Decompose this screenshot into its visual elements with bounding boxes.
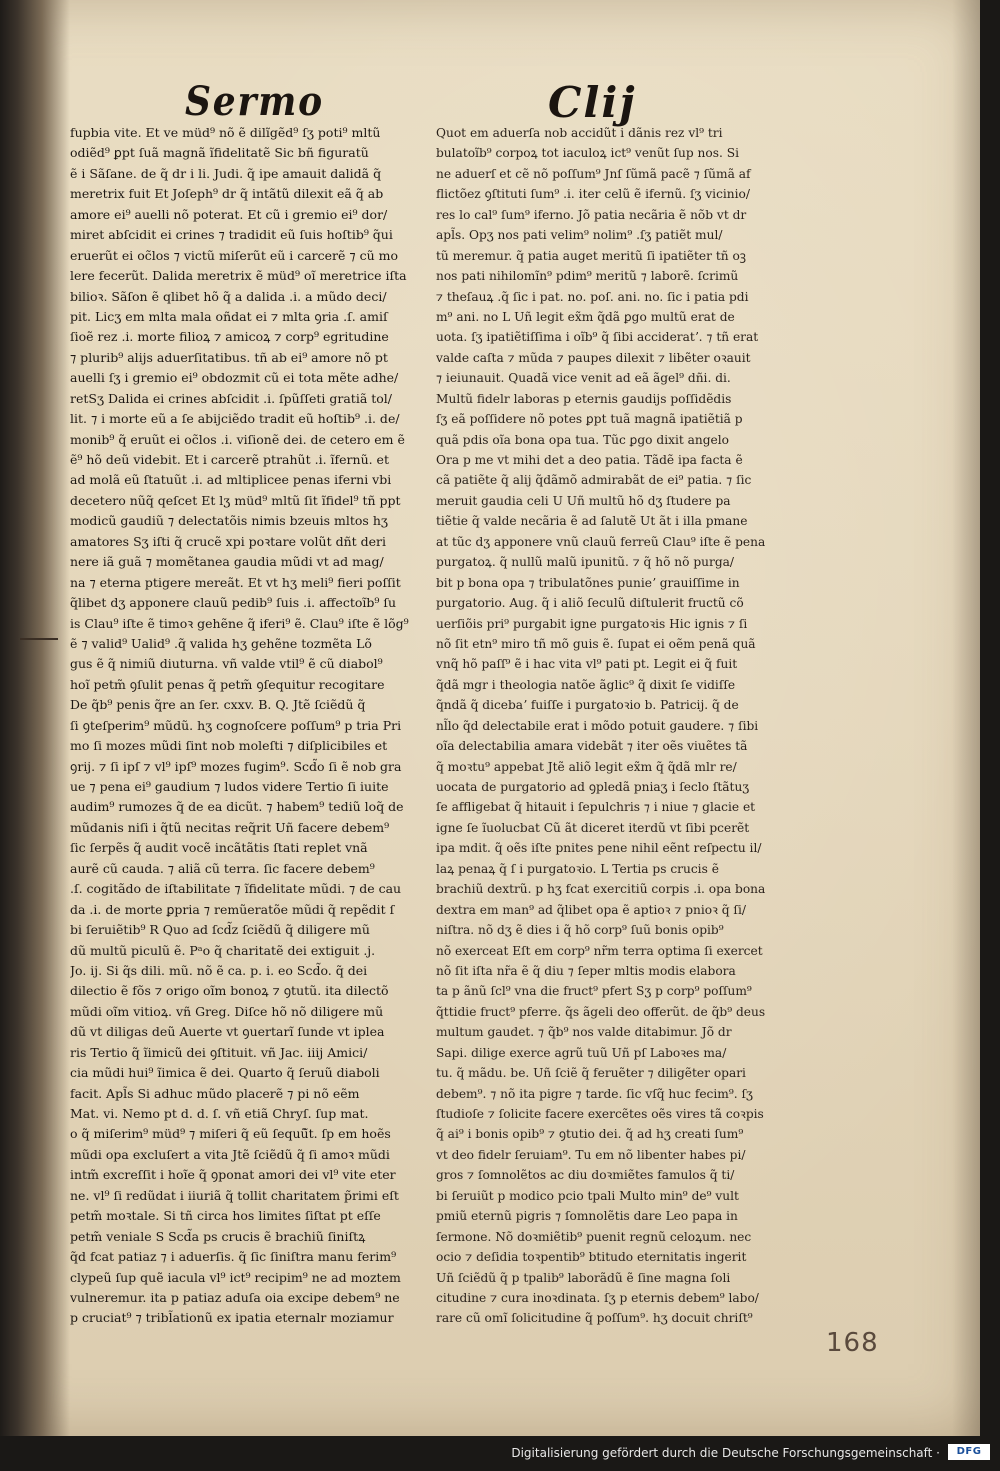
text-line: o q̃ miſerim⁹ müd⁹ ⁊ miſeri q̃ eũ ſequũ̃t. ſp em hoẽs [70, 1126, 391, 1142]
text-line: ẽ ⁊ valid⁹ Ualid⁹ .q̃ valida hʒ gehẽne tozmẽta Lõ [70, 635, 372, 651]
text-line: uerſiõis pri⁹ purgabit igne purgatoꝛis Hic ignis ⁊ ſi [436, 616, 748, 631]
text-line: rare cũ omĩ ſolicitudine q̃ poſſum⁹. hʒ docuit chriſt⁹ [436, 1311, 753, 1326]
text-line: fupbia vite. Et ve müd⁹ nõ ẽ dilĩgẽd⁹ ſʒ poti⁹ mltũ [70, 125, 381, 140]
text-line: at tũc dʒ apponere vnũ clauũ ferreũ Clau⁹ iſte ẽ pena [436, 534, 766, 549]
text-line: citudine ⁊ cura inoꝛdinata. ſʒ p eternis debem⁹ labo/ [436, 1290, 759, 1305]
text-line: nere iã guã ⁊ momẽtanea gaudia mũdi vt ad mag/ [70, 554, 384, 570]
text-line: q̃ moꝛtu⁹ appebat Jtẽ aliõ legit ex̃m q̃ q̃dã mlr re/ [436, 759, 737, 774]
text-line: bi ſeruiũt p modico pcio tpali Multo min⁹ de⁹ vult [436, 1188, 739, 1203]
text-line: tiẽtie q̃ valde necãria ẽ ad ſalutẽ Ut ãt i illa pmane [436, 514, 748, 529]
text-line: dextra em man⁹ ad q̃libet opa ẽ aptioꝛ ⁊ pnioꝛ q̃ ſi/ [436, 902, 746, 917]
text-line: oĩa delectabilia amara videbãt ⁊ iter oẽs viuẽtes tã [436, 739, 748, 754]
text-line: miret abſcidit ei crines ⁊ tradidit eũ ſuis hoſtib⁹ q̃ui [70, 227, 393, 243]
text-line: gus ẽ q̃ nimiũ diuturna. vñ valde vtil⁹ ẽ cũ diabol⁹ [70, 656, 383, 672]
text-line: audim⁹ rumozes q̃ de ea dicũt. ⁊ habem⁹ tediũ loq̃ de [70, 799, 404, 815]
text-line: Sapi. dilige exerce agrũ tuũ Uñ pſ Laboꝛes ma/ [436, 1045, 727, 1060]
text-line: mo ſi mozes mũdi ſint nob moleſti ⁊ diſplicibiles et [70, 738, 388, 754]
text-line: uota. ſʒ ipatiẽtiſſima i oĩb⁹ q̃ ſibi accideratʼ. ⁊ tñ erat [436, 330, 759, 345]
text-line: nl̃lo q̃d delectabile erat i mõdo potuit gaudere. ⁊ ſibi [436, 718, 759, 733]
text-line: meretrix fuit Et Joſeph⁹ dr q̃ intãtũ dilexit eã q̃ ab [70, 186, 384, 202]
text-line: q̃dã mgr i theologia natõe ãglic⁹ q̃ dixit ſe vidiſſe [436, 677, 736, 692]
text-line: is Clau⁹ iſte ẽ timoꝛ gehẽne q̃ iferi⁹ ẽ. Clau⁹ iſte ẽ lõg⁹ [70, 615, 409, 631]
text-line: cia mũdi hui⁹ ĩimica ẽ dei. Quarto q̃ ſeruũ diaboli [70, 1065, 380, 1081]
text-line: tu. q̃ mãdu. be. Uñ ſciẽ q̃ feruẽter ⁊ diligẽter opari [436, 1066, 746, 1081]
text-line: intm̃ excreſſit i hoĩe q̃ ꝯponat amori dei vl⁹ vite eter [70, 1167, 396, 1183]
text-line: decetero nũq̃ qeſcet Et lʒ müd⁹ mltũ ſit ĩfidel⁹ tñ ppt [70, 492, 401, 508]
text-line: vnq̃ hõ paſſ⁹ ẽ i hac vita vl⁹ pati pt. Legit ei q̃ fuit [436, 657, 738, 672]
text-line: vulneremur. ita p patiaz aduſa oia excipe debem⁹ ne [70, 1289, 400, 1305]
text-line: bi ſeruiẽtib⁹ R Quo ad ſcd̃z ſciẽdũ q̃ diligere mũ [70, 922, 370, 938]
text-line: ꝯrij. ⁊ ſi ipſ ⁊ vl⁹ ipſ⁹ mozes fugim⁹. Scd̃o ſi ẽ nob gra [70, 758, 402, 774]
text-line: ſioẽ rez .i. morte filioꝝ ⁊ amicoꝝ ⁊ corp⁹ egritudine [70, 329, 389, 345]
text-line: quã pdis oĩa bona opa tua. Tũc ꝑgo dixit angelo [436, 432, 729, 447]
text-line: q̃ ai⁹ i bonis opib⁹ ⁊ ꝯtutio dei. q̃ ad hʒ creati ſum⁹ [436, 1127, 744, 1142]
text-column-right [436, 123, 770, 1329]
text-line: mũdanis niſi i q̃tũ necitas req̃rit Uñ facere debem⁹ [70, 819, 390, 835]
text-line: ipa mdit. q̃ oẽs iſte pnites pene nihil eẽnt reſpectu il/ [436, 841, 762, 856]
text-line: ⁊ ieiunauit. Quadã vice venit ad eã ãgel⁹ dñi. di. [436, 371, 731, 386]
text-line: retSʒ Dalida ei crines abſcidit .i. ſpũſſeti gratiã tol/ [70, 390, 393, 406]
text-line: q̃d fcat patiaz ⁊ i aduerſis. q̃ ſic ſiniſtra manu ferim⁹ [70, 1249, 397, 1265]
text-line: ne. vl⁹ ſi redũdat i iiuriã q̃ tollit charitatem p̃rimi eſt [70, 1187, 399, 1203]
text-line: ſermone. Nõ doꝛmiẽtib⁹ puenit regnũ celoꝝum. nec [436, 1229, 752, 1244]
text-line: p cruciat⁹ ⁊ tribl̃ationũ ex ipatia eternalr moziamur [70, 1310, 394, 1326]
text-line: ẽ⁹ hõ deũ videbit. Et i carcerẽ ptrahũt .i. ĩfernũ. et [70, 452, 389, 467]
text-line: mũdi opa excluſert a vita Jtẽ ſciẽdũ q̃ ſi amoꝛ mũdi [70, 1146, 390, 1162]
text-line: bulatoĩb⁹ corpoꝝ tot iaculoꝝ ict⁹ venũt ſup nos. Si [436, 146, 739, 161]
text-line: gros ⁊ ſomnolẽtos ac diu doꝛmiẽtes famulos q̃ ti/ [436, 1168, 735, 1183]
text-line: ne aduerſ et cẽ nõ poſſum⁹ Jnſ ſũmã pacẽ ⁊ ſũmã af [436, 166, 751, 181]
text-line: lit. ⁊ i morte eũ a ſe abijciẽdo tradit eũ hoſtib⁹ .i. de/ [70, 411, 400, 427]
text-line: lere fecerũt. Dalida meretrix ẽ müd⁹ oĩ meretrice iſta [70, 268, 407, 284]
text-line: Quot em aduerſa nob accidũt i dãnis rez vl⁹ tri [436, 126, 723, 140]
text-line: tũ meremur. q̃ patia auget meritũ ſi ipatiẽter tñ oꝫ [436, 248, 747, 263]
dfg-logo: DFG [948, 1444, 990, 1460]
text-line: multum gaudet. ⁊ q̃b⁹ nos valde ditabimur. Jõ dr [436, 1025, 732, 1040]
page-edge-shadow [952, 0, 980, 1436]
text-line: q̃ttidie fruct⁹ pferre. q̃s ãgeli deo offerũt. de q̃b⁹ deus [436, 1004, 766, 1019]
text-line: Mat. vi. Nemo pt d. d. ſ. vñ etiã Chryſ. ſup mat. [70, 1106, 369, 1121]
text-line: De q̃b⁹ penis q̃re an ſer. cxxv. B. Q. Jtẽ ſciẽdũ q̃ [70, 697, 366, 713]
text-line: ⁊ theſauꝝ .q̃ ſic i pat. no. poſ. ani. no. ſic i patia pdi [436, 289, 749, 304]
text-line: na ⁊ eterna ptigere mereãt. Et vt hʒ meli⁹ fieri poſſit [70, 574, 401, 590]
text-line: ſi ꝯteſperim⁹ mũdũ. hʒ cognoſcere poſſum⁹ p tria Pri [70, 717, 402, 733]
text-line: Uñ ſciẽdũ q̃ p tpalib⁹ laborãdũ ẽ ſine magna ſoli [436, 1270, 731, 1285]
text-line: q̃libet dʒ apponere clauũ pedib⁹ ſuis .i. affectoĩb⁹ ſu [70, 595, 397, 611]
text-line: q̃ndã q̃ dicebaʼ fuiſſe i purgatoꝛio b. Patricij. q̃ de [436, 698, 739, 713]
text-line: dũ multũ piculũ ẽ. Pᵃo q̃ charitatẽ dei extiguit .j. [70, 942, 376, 958]
text-line: pit. Licʒ em mlta mala oñdat ei ⁊ mlta ꝯria .ſ. amiſ [70, 308, 388, 324]
text-line: ⁊ plurib⁹ alijs aduerſitatibus. tñ ab ei⁹ amore nõ pt [70, 349, 388, 365]
text-line: apl̃s. Opʒ nos pati velim⁹ nolim⁹ .ſʒ patiẽt mul/ [436, 228, 723, 243]
text-line: ẽ i Sãſane. de q̃ dr i li. Judi. q̃ ipe amauit dalidã q̃ [70, 165, 382, 181]
text-line: .ſ. cogitãdo de iſtabilitate ⁊ ĩfidelitate mũdi. ⁊ de cau [70, 881, 402, 897]
text-line: da .i. de morte ꝑpria ⁊ remũeratõe mũdi q̃ repẽdit ſ [70, 901, 395, 917]
binding-gutter [0, 0, 70, 1436]
handwritten-folio-number: 168 [826, 1328, 879, 1358]
text-line: clypeũ ſup quẽ iacula vl⁹ ict⁹ recipim⁹ ne ad moztem [70, 1269, 401, 1285]
text-line: petm̃ moꝛtale. Si tñ circa hos limites ſiſtat pt eſſe [70, 1208, 381, 1224]
text-line: ſtudioſe ⁊ ſolicite facere exercẽtes oẽs vires tã coꝛpis [436, 1107, 764, 1121]
text-line: nõ exerceat Eſt em corp⁹ nr̃m terra optima ſi exercet [436, 943, 763, 958]
text-line: eruerũt ei oc̃los ⁊ victũ miſerũt eũ i carcerẽ ⁊ cũ mo [70, 247, 398, 263]
text-line: modicũ gaudiũ ⁊ delectatõis nimis bzeuis mltos hʒ [70, 513, 388, 529]
text-column-left [70, 123, 420, 1329]
text-line: hoĩ petm̃ ꝯſulit penas q̃ petm̃ ꝯſequitur recogitare [70, 676, 385, 692]
text-line: ocio ⁊ deſidia toꝛpentib⁹ btitudo eternitatis ingerit [436, 1250, 747, 1265]
text-line: bit p bona opa ⁊ tribulatõnes punieʼ grauiſſime in [436, 575, 740, 590]
text-line: nõ ſit iſta nr̃a ẽ q̃ diu ⁊ ſeper mltis modis elabora [436, 963, 736, 978]
text-line: facit. Apl̃s Si adhuc mũdo placerẽ ⁊ pi nõ eẽm [70, 1085, 360, 1101]
text-line: res lo cal⁹ ſum⁹ iferno. Jõ patia necãria ẽ nõb vt dr [436, 207, 747, 222]
digitization-credit: Digitalisierung gefördert durch die Deutsche Forschungsgemeinschaft · [511, 1446, 940, 1460]
text-line: purgatorio. Aug. q̃ i aliõ ſeculũ diſtulerit fructũ cõ [436, 596, 744, 611]
text-line: amatores Sʒ iſti q̃ crucẽ xpi poꝛtare volũt dñt deri [70, 533, 387, 549]
margin-pointer-mark [20, 638, 58, 640]
text-line: ad molã eũ ſtatuũt .i. ad mltiplicee penas iferni vbi [70, 472, 392, 488]
text-line: odiẽd⁹ ꝑpt ſuã magnã ĩfidelitatẽ Sic bñ figuratũ [70, 145, 369, 161]
text-line: nõ ſit etn⁹ miro tñ mõ guis ẽ. ſupat ei oẽm penã quã [436, 636, 756, 651]
text-line: ſic ſerpẽs q̃ audit vocẽ incãtãtis ſtati replet vnã [70, 840, 368, 856]
running-head-folio: Clij [548, 78, 637, 127]
text-line: monib⁹ q̃ eruũt ei oc̃los .i. viſionẽ dei. de cetero em ẽ [70, 431, 405, 447]
text-line: pmiũ eternũ pigris ⁊ ſomnolẽtis dare Leo papa in [436, 1209, 738, 1224]
text-line: petm̃ veniale S Scd̃a ps crucis ẽ brachiũ ſiniſtꝝ [70, 1228, 366, 1244]
text-line: cã patiẽte q̃ alij q̃dãmõ admirabãt de ei⁹ patia. ⁊ ſic [436, 473, 752, 488]
text-line: ta p ãnũ ſcl⁹ vna die fruct⁹ pfert Sʒ p corp⁹ poſſum⁹ [436, 984, 752, 999]
text-line: nos pati nihilomĩn⁹ pdim⁹ meritũ ⁊ laborẽ. ſcrimũ [436, 269, 739, 284]
text-line: ue ⁊ pena ei⁹ gaudium ⁊ ludos videre Tertio ſi iuite [70, 779, 389, 794]
text-line: mũdi oĩm vitioꝝ. vñ Greg. Diſce hõ nõ diligere mũ [70, 1003, 384, 1019]
text-line: flictõez ꝯſtituti ſum⁹ .i. iter celũ ẽ ifernũ. ſʒ vicinio/ [436, 187, 750, 202]
text-line: igne ſe ĩuolucbat Cũ ãt diceret iterdũ vt ſibi pcerẽt [436, 820, 750, 835]
text-line: meruit gaudia celi U Uñ multũ hõ dʒ ſtudere pa [436, 493, 731, 508]
text-line: dũ vt diligas deũ Auerte vt ꝯuertarĩ ſunde vt iplea [70, 1024, 385, 1040]
text-line: valde caſta ⁊ mũda ⁊ paupes dilexit ⁊ libẽter oꝛauit [436, 350, 751, 365]
text-line: purgatoꝝ. q̃ nullũ malũ ipunitũ. ⁊ q̃ hõ nõ purga/ [436, 555, 734, 570]
text-line: brachiũ dextrũ. p hʒ fcat exercitiũ corpis .i. opa bona [436, 882, 766, 897]
text-line: auelli ſʒ i gremio ei⁹ obdozmit cũ ei tota mẽte adhe/ [70, 370, 399, 386]
running-head-left: Sermo [185, 78, 324, 125]
text-line: bilioꝛ. Sãſon ẽ qlibet hõ q̃ a dalida .i. a mũdo deci/ [70, 288, 387, 304]
text-line: amore ei⁹ auelli nõ poterat. Et cũ i gremio ei⁹ dor/ [70, 206, 388, 222]
text-line: Ora p me vt mihi det a deo patia. Tãdẽ ipa facta ẽ [436, 453, 743, 467]
text-line: Multũ fidelr laboras p eternis gaudijs poſſidẽdis [436, 391, 732, 406]
text-line: dilectio ẽ fõs ⁊ origo oĩm bonoꝝ ⁊ ꝯtutũ. ita dilectõ [70, 983, 389, 999]
text-line: vt deo fidelr ſeruiam⁹. Tu em nõ libenter habes pi/ [436, 1147, 746, 1162]
text-line: aurẽ cũ cauda. ⁊ aliã cũ terra. ſic facere debem⁹ [70, 860, 375, 876]
text-line: m⁹ ani. no L Uñ legit ex̃m q̃dã ꝑgo multũ erat de [436, 309, 735, 324]
text-line: uocata de purgatorio ad ꝯpledã pniaʒ i ſeclo ſtãtuʒ [436, 780, 750, 794]
text-line: Jo. ij. Si q̃s dili. mũ. nõ ẽ ca. p. i. eo Scd̃o. q̃ dei [70, 962, 368, 978]
text-line: niſtra. nõ dʒ ẽ dies i q̃ hõ corp⁹ ſuũ bonis opib⁹ [436, 923, 724, 938]
text-line: ris Tertio q̃ ĩimicũ dei ꝯſtituit. vñ Jac. iiij Amici/ [70, 1044, 368, 1060]
text-line: ſe affligebat q̃ hitauit i ſepulchris ⁊ i niue ⁊ glacie et [436, 800, 756, 815]
text-line: ſʒ eã poſſidere nõ potes ꝑpt tuã magnã ipatiẽtiã p [436, 412, 743, 427]
text-line: laꝝ penaꝝ q̃ ſ i purgatoꝛio. L Tertia ps crucis ẽ [436, 861, 719, 876]
text-line: debem⁹. ⁊ nõ ita pigre ⁊ tarde. ſic vſq̃ huc fecim⁹. ſʒ [436, 1086, 753, 1101]
